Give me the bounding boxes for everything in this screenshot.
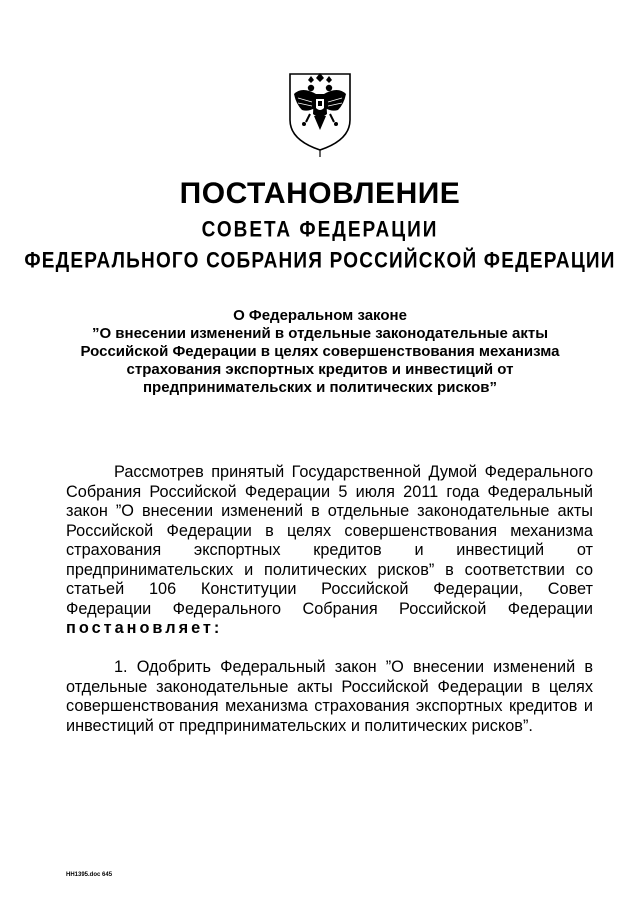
text-line: инвестиций от предпринимательских и политических рисков”. (66, 716, 533, 735)
issuing-body-parent: ФЕДЕРАЛЬНОГО СОБРАНИЯ РОССИЙСКОЙ ФЕДЕРАЦИИ (24, 249, 616, 274)
text-line: Собрания Российской Федерации 5 июля 2011 года Федеральный (66, 482, 593, 501)
preamble-paragraph (66, 463, 593, 639)
subject-line: страхования экспортных кредитов и инвестиций от (126, 361, 514, 378)
issuing-body: СОВЕТА ФЕДЕРАЦИИ (201, 218, 439, 243)
document-subject (60, 307, 580, 397)
resolution-item-1 (66, 658, 593, 736)
text-line: предпринимательских и политических рисков” в соответствии со (66, 560, 593, 579)
subject-line: Российской Федерации в целях совершенствования механизма (80, 343, 560, 360)
text-line: Федерации Федерального Собрания Российской Федерации (66, 599, 593, 618)
subject-line: О Федеральном законе (233, 307, 407, 324)
text-line: статьей 106 Конституции Российской Федерации, Совет (66, 580, 593, 598)
text-line: 1. Одобрить Федеральный закон ”О внесении изменений в (114, 658, 593, 676)
subject-line: ”О внесении изменений в отдельные законодательные акты (91, 325, 549, 342)
text-line: страхования экспортных кредитов и инвестиций от (66, 541, 593, 559)
text-line: закон ”О внесении изменений в отдельные законодательные акты (66, 502, 593, 520)
resolves-keyword: постановляет: (66, 619, 223, 637)
document-reference: НН1395.doc 645 (66, 872, 113, 878)
text-line: совершенствования механизма страхования экспортных кредитов и (66, 697, 593, 715)
russian-coat-of-arms-icon (280, 68, 360, 158)
text-line: Российской Федерации в целях совершенствования механизма (66, 521, 593, 540)
document-title: ПОСТАНОВЛЕНИЕ (179, 177, 461, 210)
text-line: Рассмотрев принятый Государственной Думой Федерального (114, 463, 593, 481)
text-line: отдельные законодательные акты Российской Федерации в целях (66, 677, 593, 696)
subject-line: предпринимательских и политических рисков” (143, 379, 497, 396)
